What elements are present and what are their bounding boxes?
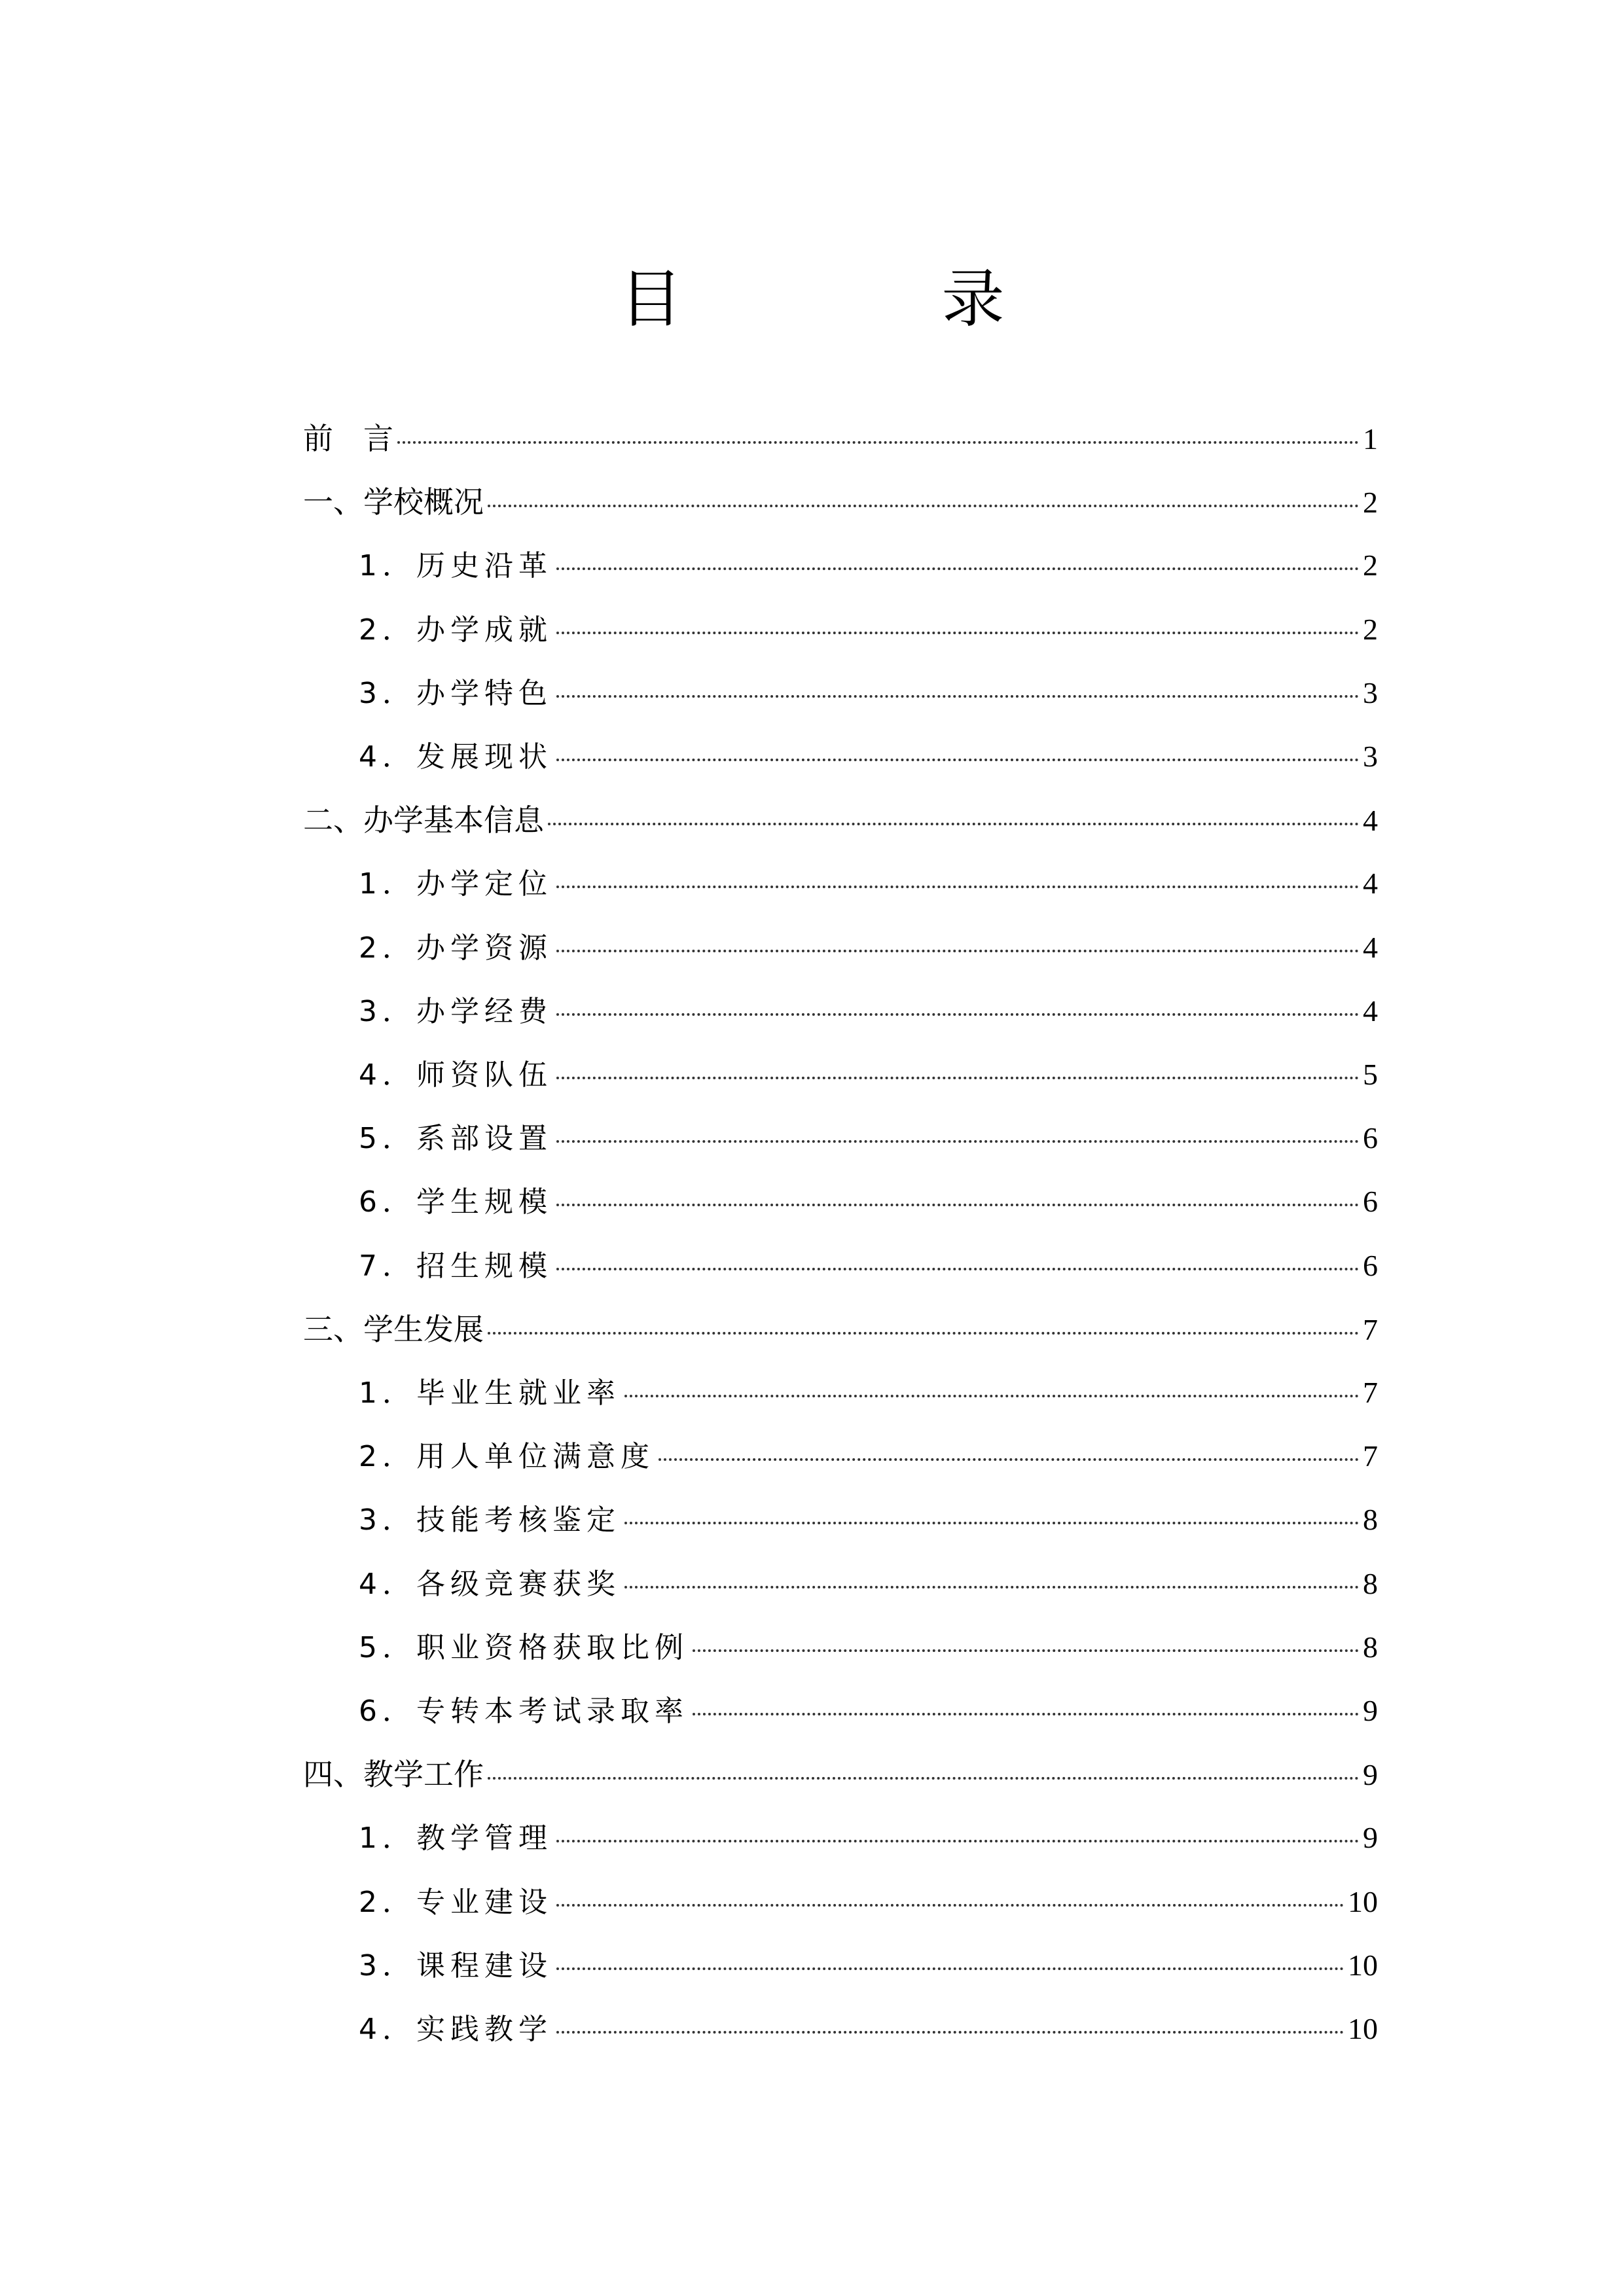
toc-entry[interactable]: [359, 667, 1378, 719]
toc-entry-label: 4．各级竞赛获奖: [359, 1567, 621, 1601]
toc-page-number: 5: [1363, 1058, 1378, 1091]
toc-entry[interactable]: [303, 1303, 1378, 1355]
toc-dot-leader: [488, 505, 1359, 507]
toc-entry-label: 2．办学资源: [359, 931, 552, 965]
toc-entry-label: 1．教学管理: [359, 1821, 552, 1856]
toc-entry[interactable]: [359, 1494, 1378, 1546]
toc-entry[interactable]: [303, 1748, 1378, 1801]
toc-page-number: 4: [1363, 867, 1378, 901]
toc-entry[interactable]: [359, 1367, 1378, 1419]
toc-page-number: 6: [1363, 1185, 1378, 1219]
toc-page-number: 4: [1363, 930, 1378, 964]
toc-page-number: 10: [1348, 1948, 1378, 1982]
toc-entry-label: 7．招生规模: [359, 1249, 552, 1283]
toc-entry[interactable]: [359, 857, 1378, 910]
toc-page-number: 9: [1363, 1694, 1378, 1727]
toc-page-number: 1: [1363, 422, 1378, 456]
toc-entry[interactable]: [359, 1685, 1378, 1737]
toc-entry-label: 5．职业资格获取比例: [359, 1630, 689, 1664]
toc-entry[interactable]: [359, 985, 1378, 1037]
toc-page-number: 4: [1363, 804, 1378, 838]
toc-entry[interactable]: [359, 1049, 1378, 1101]
toc-dot-leader: [693, 1649, 1359, 1652]
toc-dot-leader: [556, 1140, 1359, 1143]
toc-entry-label: 一、学校概况: [303, 484, 484, 520]
toc-page-number: 6: [1363, 1248, 1378, 1282]
toc-page-number: 6: [1363, 1121, 1378, 1155]
toc-entry-label: 四、教学工作: [303, 1757, 484, 1793]
toc-dot-leader: [556, 1013, 1359, 1016]
toc-entry[interactable]: [359, 1112, 1378, 1164]
toc-entry-label: 3．技能考核鉴定: [359, 1503, 621, 1537]
toc-page-number: 7: [1363, 1376, 1378, 1409]
toc-dot-leader: [556, 567, 1359, 570]
toc-dot-leader: [556, 1967, 1344, 1970]
toc-page-number: 4: [1363, 994, 1378, 1028]
toc-entry[interactable]: [359, 1621, 1378, 1674]
toc-dot-leader: [556, 1904, 1344, 1907]
toc-page-number: 2: [1363, 486, 1378, 520]
toc-entry[interactable]: [359, 2003, 1378, 2055]
toc-page-number: 3: [1363, 675, 1378, 709]
toc-dot-leader: [548, 823, 1359, 825]
toc-entry[interactable]: [303, 476, 1378, 528]
toc-entry-label: 3．办学经费: [359, 994, 552, 1028]
toc-page-number: 8: [1363, 1630, 1378, 1664]
toc-entry[interactable]: [359, 1939, 1378, 1992]
toc-entry-label: 二、办学基本信息: [303, 802, 544, 838]
toc-page-number: 10: [1348, 1884, 1378, 1918]
toc-page-number: 7: [1363, 1439, 1378, 1473]
toc-dot-leader: [556, 759, 1359, 761]
toc-entry[interactable]: [359, 603, 1378, 656]
toc-dot-leader: [624, 1395, 1359, 1397]
toc-entry-label: 1．毕业生就业率: [359, 1376, 621, 1410]
toc-dot-leader: [556, 632, 1359, 634]
toc-page-number: 8: [1363, 1566, 1378, 1600]
page-title: 目 录: [619, 262, 1103, 336]
toc-entry-label: 1．历史沿革: [359, 549, 552, 583]
toc-page-number: 10: [1348, 2012, 1378, 2045]
toc-entry-label: 2．办学成就: [359, 613, 552, 647]
toc-entry-label: 1．办学定位: [359, 867, 552, 901]
toc-dot-leader: [556, 695, 1359, 698]
toc-entry[interactable]: [303, 412, 1378, 465]
toc-entry[interactable]: [359, 1812, 1378, 1864]
toc-dot-leader: [556, 950, 1359, 952]
toc-entry[interactable]: [359, 1558, 1378, 1610]
toc-entry-label: 前 言: [303, 421, 393, 456]
toc-entry[interactable]: [359, 539, 1378, 592]
toc-page-number: 7: [1363, 1312, 1378, 1346]
toc-page-number: 2: [1363, 548, 1378, 583]
toc-dot-leader: [556, 1204, 1359, 1206]
toc-entry-label: 4．实践教学: [359, 2013, 552, 2046]
toc-entry-label: 2．用人单位满意度: [359, 1440, 655, 1474]
toc-entry-label: 3．课程建设: [359, 1948, 552, 1982]
toc-entry[interactable]: [359, 1876, 1378, 1928]
toc-dot-leader: [624, 1522, 1359, 1524]
toc-entry-label: 三、学生发展: [303, 1311, 484, 1347]
toc-entry[interactable]: [359, 1240, 1378, 1292]
toc-entry[interactable]: [303, 794, 1378, 846]
toc-dot-leader: [488, 1332, 1359, 1335]
toc-entry-label: 4．师资队伍: [359, 1058, 552, 1092]
toc-entry-label: 3．办学特色: [359, 676, 552, 710]
toc-dot-leader: [693, 1713, 1359, 1715]
toc-entry[interactable]: [359, 1430, 1378, 1482]
toc-entry-label: 6．专转本考试录取率: [359, 1695, 689, 1728]
toc-entry[interactable]: [359, 922, 1378, 974]
toc-page-number: 9: [1363, 1758, 1378, 1792]
toc-dot-leader: [659, 1458, 1359, 1461]
toc-entry-label: 5．系部设置: [359, 1122, 552, 1156]
toc-page-number: 9: [1363, 1821, 1378, 1855]
toc-entry-label: 4．发展现状: [359, 740, 552, 774]
toc-entry-label: 2．专业建设: [359, 1885, 552, 1919]
toc-page-number: 2: [1363, 612, 1378, 646]
toc-dot-leader: [624, 1586, 1359, 1588]
toc-dot-leader: [556, 1840, 1359, 1842]
toc-page-number: 3: [1363, 740, 1378, 773]
toc-dot-leader: [397, 441, 1359, 444]
toc-entry[interactable]: [359, 730, 1378, 783]
toc-dot-leader: [488, 1777, 1359, 1780]
toc-entry-label: 6．学生规模: [359, 1185, 552, 1219]
toc-dot-leader: [556, 2031, 1344, 2034]
toc-page-number: 8: [1363, 1503, 1378, 1537]
toc-dot-leader: [556, 886, 1359, 888]
toc-dot-leader: [556, 1268, 1359, 1270]
toc-dot-leader: [556, 1077, 1359, 1079]
toc-entry[interactable]: [359, 1175, 1378, 1228]
